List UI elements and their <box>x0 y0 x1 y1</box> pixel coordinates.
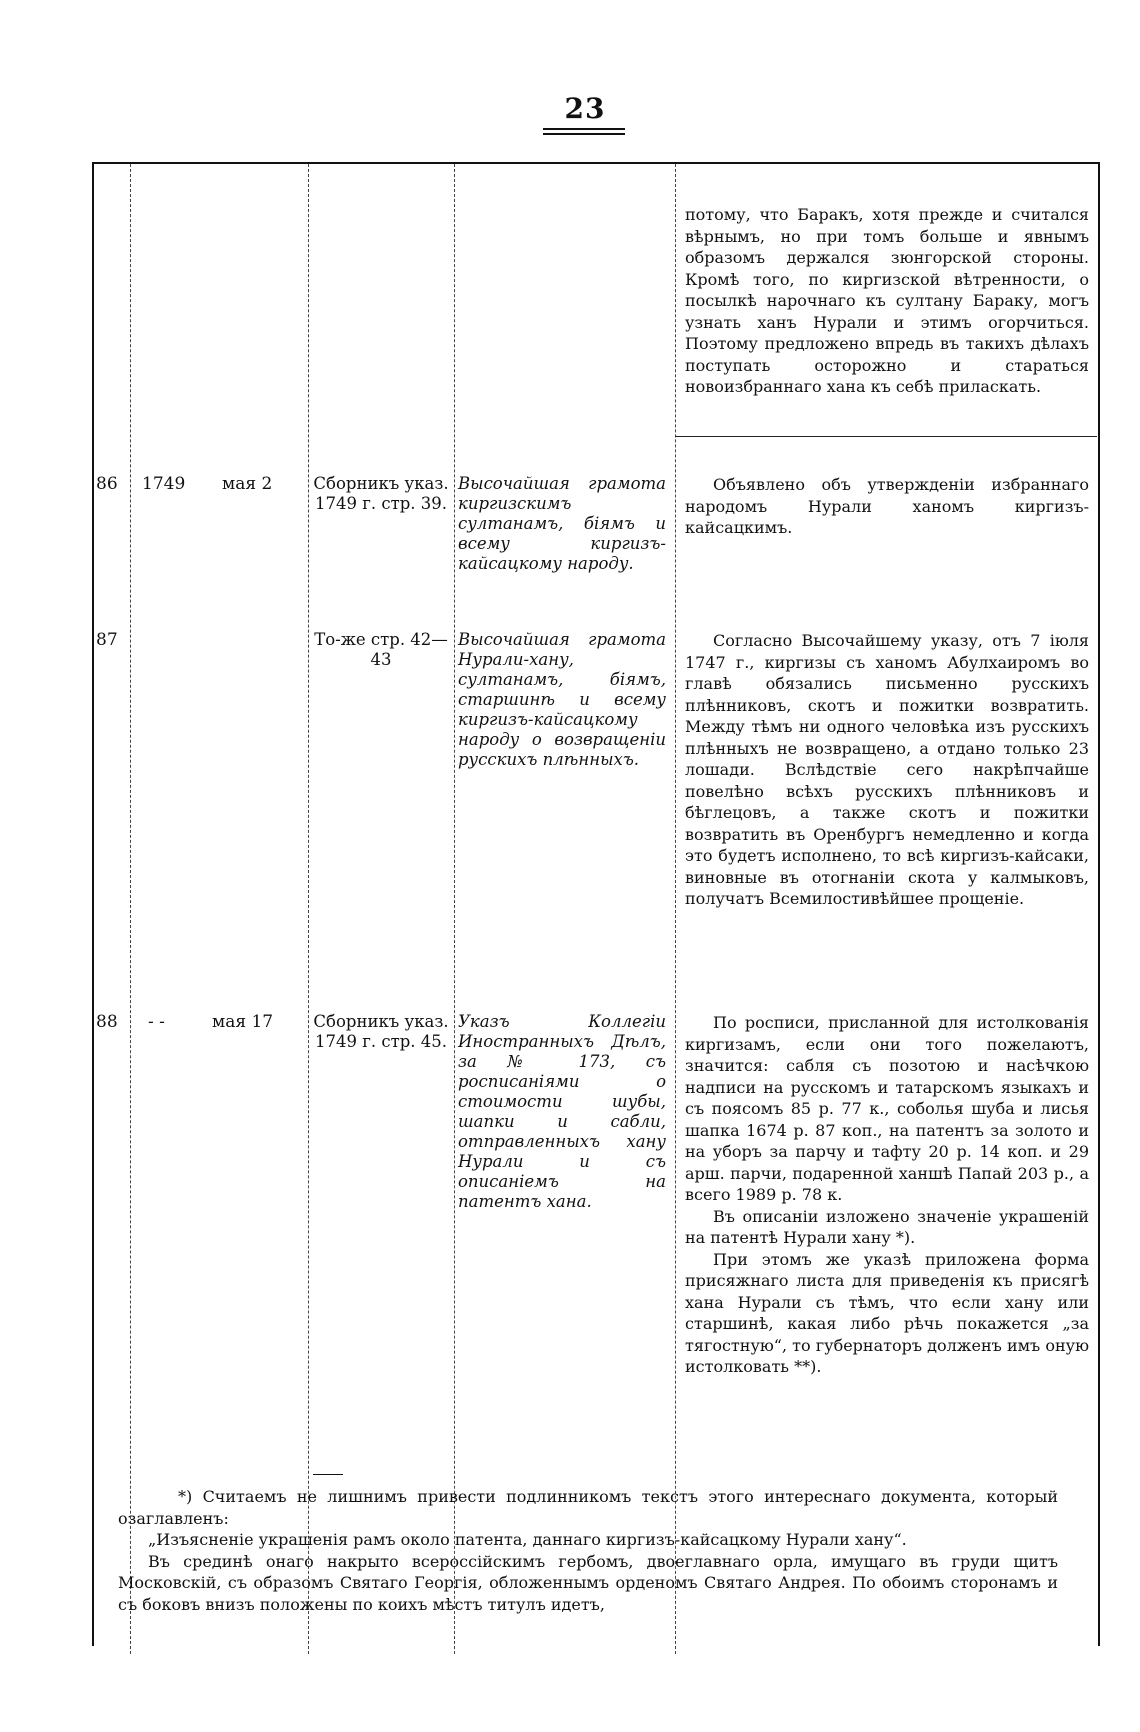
entry-content <box>685 630 1089 910</box>
entry-paragraph: Объявлено объ утвержденіи избраннаго народомъ Нурали ханомъ киргизъ-кайсацкимъ. <box>685 475 1089 537</box>
entry-paragraph: При этомъ же указѣ приложена форма присяжнаго листа для приведенія къ присягѣ хана Нурали съ тѣмъ, что если хану или старшинѣ, какая либо рѣчь покажется „за тягостную“, то губернаторъ долженъ имъ оную истолковать **). <box>685 1249 1089 1376</box>
entry-title: Указъ Коллегіи Иностранныхъ Дѣлъ, за № 173, съ росписаніями о стоимости шубы, шапки и сабли, отправленныхъ хану Нурали и съ описаніемъ на патентъ хана. <box>458 1012 666 1211</box>
entry-content <box>685 474 1089 539</box>
page-number-rule <box>543 128 625 130</box>
entry-source: Сборникъ указ. 1749 г. стр. 39. <box>313 474 449 513</box>
column-divider <box>454 164 455 1654</box>
continuation-paragraph: потому, что Баракъ, хотя прежде и считался вѣрнымъ, но при томъ больше и явнымъ образомъ держался зюнгорской стороны. Кромѣ того, по киргизской вѣтренности, о посылкѣ нарочнаго къ султану Бараку, могъ узнать ханъ Нурали и этимъ огорчиться. Поэтому предложено впредь въ такихъ дѣлахъ поступать осторожно и стараться новоизбраннаго хана къ себѣ приласкать. <box>685 205 1089 396</box>
entry-paragraph: Въ описаніи изложено значеніе украшеній на патентѣ Нурали хану *). <box>685 1206 1089 1247</box>
column-divider <box>675 164 676 1654</box>
entry-title: Высочайшая грамота Нурали-хану, султанамъ, біямъ, старшинѣ и всему киргизъ-кайсацкому народу о возвращеніи русскихъ плѣнныхъ. <box>458 630 666 769</box>
footnotes <box>118 1486 1058 1615</box>
entry-source: Сборникъ указ. 1749 г. стр. 45. <box>313 1012 449 1051</box>
entry-date: мая 2 <box>222 474 273 494</box>
entry-year: 1749 <box>142 474 186 494</box>
continuation-rule <box>675 436 1097 437</box>
entry-date: мая 17 <box>212 1012 274 1032</box>
entry-paragraph: По росписи, присланной для истолкованія киргизамъ, если они того пожелаютъ, значится: сабля съ позотою и насѣчкою надписи на русскомъ и татарскомъ языкахъ и съ поясомъ 85 р. 77 к., соболья шуба и лисья шапка 1674 р. 87 коп., на патентъ за золото и на уборъ за парчу и тафту 20 р. 14 коп. и 29 арш. парчи, подаренной ханшѣ Папай 203 р., а всего 1989 р. 78 к. <box>685 1013 1089 1204</box>
page-number-rule <box>543 133 625 135</box>
footnote-paragraph: Въ срединѣ онаго накрыто всероссійскимъ гербомъ, двоеглавнаго орла, имущаго въ груди щитъ Московскій, съ образомъ Святаго Георгія, обложеннымъ орденомъ Святаго Андрея. По обоимъ сторонамъ и съ боковъ внизъ положены по коихъ мѣстъ титулъ идетъ, <box>118 1551 1058 1614</box>
column-divider <box>308 164 309 1654</box>
continuation-text <box>685 204 1089 398</box>
entry-paragraph: Согласно Высочайшему указу, отъ 7 іюля 1747 г., киргизы съ ханомъ Абулхаиромъ во главѣ обязались письменно русскихъ плѣнниковъ, скотъ и пожитки возвратить. Между тѣмъ ни одного человѣка изъ русскихъ плѣнныхъ не возвращено, а отдано только 23 лошади. Вслѣдствіе сего накрѣпчайше повелѣно всѣхъ русскихъ плѣнниковъ и бѣглецовъ, а также скотъ и пожитки возвратить въ Оренбургъ немедленно и когда это будетъ исполнено, то всѣ киргизъ-кайсаки, виновные въ отогнаніи скота у калмыковъ, получатъ Всемилостивѣйшее прощеніе. <box>685 631 1089 908</box>
entry-number: 86 <box>96 474 118 494</box>
page-number: 23 <box>564 92 606 125</box>
column-divider <box>130 164 131 1654</box>
entry-title: Высочайшая грамота киргизскимъ султанамъ, біямъ и всему киргизъ-кайсацкому народу. <box>458 474 666 573</box>
footnote-paragraph: *) Считаемъ не лишнимъ привести подлинникомъ текстъ этого интереснаго документа, который озаглавленъ: <box>118 1487 1058 1528</box>
entry-year: - - <box>148 1012 165 1032</box>
entry-source: То-же стр. 42—43 <box>314 630 448 669</box>
entry-content <box>685 1012 1089 1378</box>
footnote-separator <box>313 1474 343 1475</box>
footnote-paragraph: „Изъясненіе украшенія рамъ около патента, даннаго киргизъ-кайсацкому Нурали хану“. <box>148 1530 907 1549</box>
entry-number: 87 <box>96 630 118 650</box>
entry-number: 88 <box>96 1012 118 1032</box>
